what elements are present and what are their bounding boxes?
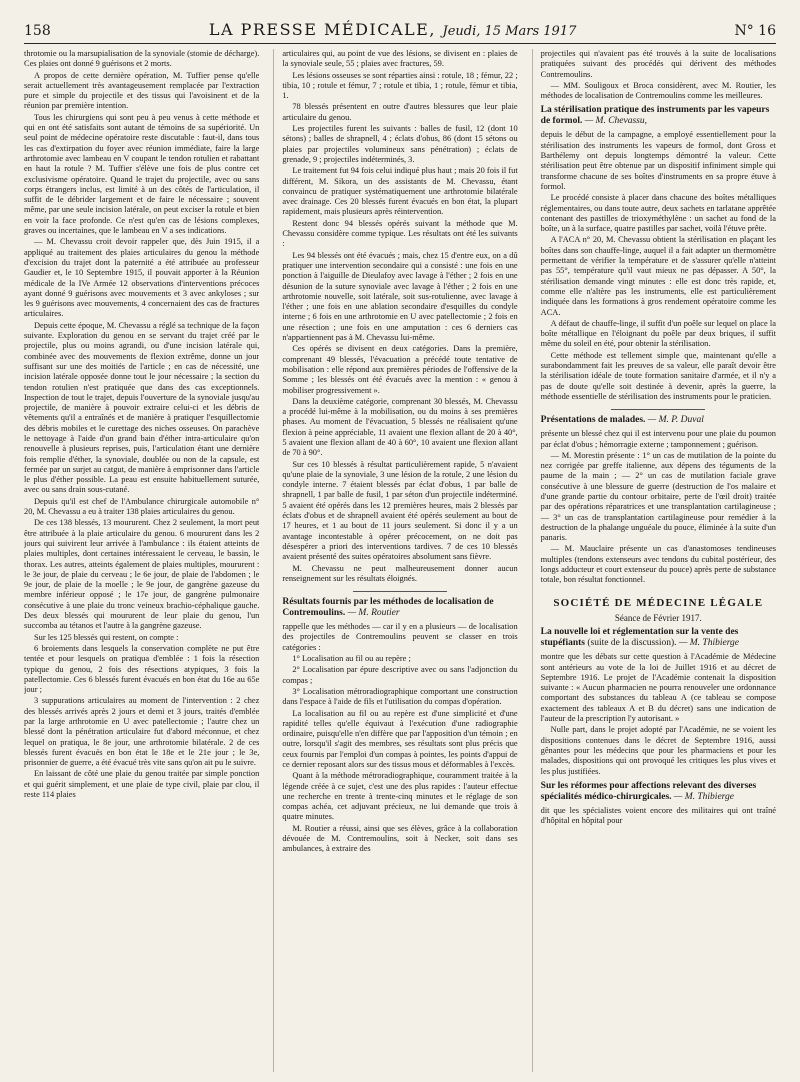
paragraph: présente un blessé chez qui il est intervenu pour une plaie du poumon par éclat d'obus ; hémorragie externe ; tamponnement ; guérison. — [540, 429, 776, 449]
heading-text: Présentations de malades. — [540, 415, 646, 426]
paragraph: Sur les 125 blessés qui restent, on compte : — [34, 632, 179, 642]
paragraph: A l'ACA n° 20, M. Chevassu obtient la stérilisation en plaçant les boîtes dans son chauffe-linge, auquel il a fait adapter un thermomètre permettant de vérifier la température et de s'assurer qu'elle n'atteint pas 55°, température qu'il vaut mieux ne pas dépasser. A 50°, la stérilisation demande vingt minutes : elle est donc très rapide, et, comme elle n'altère pas les instruments, elle est particulièrement indiquée dans les formations à gros rendement opératoire comme les ACA. — [540, 235, 776, 317]
column-3 — [532, 49, 776, 1072]
localisation-paragraphs — [282, 622, 517, 855]
paragraph: throtomie ou la marsupialisation de la synoviale (stomie de décharge). Ces plaies ont donné 9 guérisons et 2 morts. — [24, 49, 260, 69]
heading-author: — M. Chevassu, — [584, 116, 647, 127]
society-title: SOCIÉTÉ DE MÉDECINE LÉGALE — [553, 596, 764, 609]
paragraph: M. Routier a réussi, ainsi que ses élèves, grâce à la collaboration dévouée de M. Contremoulins, soit à Necker, soit dans ses ambulances, à extraire des — [282, 823, 518, 854]
heading-text: Résultats fournis par les méthodes de localisation de Contremoulins. — [282, 597, 494, 619]
session-date: Séance de Février 1917. — [614, 612, 702, 623]
paragraph: Restent donc 94 blessés opérés suivant la méthode que M. Chevassu considère comme typique. Les résultats ont été les suivants : — [282, 218, 518, 249]
paragraph: depuis le début de la campagne, a employé essentiellement pour la stérilisation des instruments les vapeurs de formol, dont Gross et Barthélemy ont depuis longtemps démontré la valeur. Cette stérilisation peut être obtenue par un dispositif infiniment simple qui transforme chacune de ses boîtes d'instruments en sa propre étuve à formol. — [540, 130, 776, 191]
paragraph: A propos de cette dernière opération, M. Tuffier pense qu'elle serait actuellement très avantageusement remplacée par l'extraction pure et simple du projectile et des tissus qui l'avoisinent et de la réunion par première intention. — [24, 70, 260, 111]
paragraph: Dans la deuxième catégorie, comprenant 30 blessés, M. Chevassu a procédé lui-même à la mobilisation, ou du moins à ses premières phases. Au moment de l'évacuation, 5 blessés ne réalisaient qu'une flexion à peine appréciable, 11 avaient une flexion allant de 20 à 40°, 5 avaient une flexion allant de 40 à 60°, 10 avaient une flexion allant de 70 à 90°. — [282, 396, 518, 458]
paragraph: 3 suppurations articulaires au moment de l'intervention : 2 chez des blessés arrivés après 2 jours et demi et 3 jours, traités d'emblée par la large arthrotomie en U avec patellectomie ; l'autre chez un blessé dont la pénétration articulaire fut d'abord méconnue, et chez lequel on pratiqua, le 8e jour, une arthrotomie bilatérale. 2 de ces blessés furent évacués en bon état le 18e et le 21e jour ; le 3e, prisonnier de guerre, a été évacué très vite sans qu'on ait pu le suivre. — [24, 696, 260, 768]
paragraph: montre que les débats sur cette question à l'Académie de Médecine sont antérieurs au vote de la loi de Juillet 1916 et au décret de Septembre 1916. Le projet de l'Académie contenait la disposition suivante : « Aucun pharmacien ne pourra renouveler une ordonnance comportant des substances du tableau A (ce tableau se compose exactement des tableaux A et B du décret) sans une indication de l'auteur de la prescription l'y autorisant. » — [540, 652, 776, 724]
column-3-top-paragraphs — [541, 49, 776, 101]
paragraph: Sur ces 10 blessés à résultat particulièrement rapide, 5 n'avaient qu'une plaie de la synoviale, 3 une lésion de la rotule, 2 une lésion du condyle interne. 7 étaient blessés par éclat d'obus, 1 par balle de shrapnell, 1 par balle de fusil, 1 par séton d'un projectile indéterminé. 5 avaient été opérés dans les 12 premières heures, mais 2 blessés par éclats d'obus et de shrapnell avaient été opérés seulement au bout de 17 heures, et 1 au bout de 11 jours seulement. Si donc il y a un avantage incontestable à opérer précocement, on ne doit pas désespérer a priori des interventions tardives. 7 de ces 10 blessés avaient présenté des suites opératoires absolument sans fièvre. — [282, 459, 518, 562]
paragraph: M. Chevassu ne peut malheureusement donner aucun renseignement sur les résultats éloignés. — [282, 563, 518, 583]
paragraph: Le traitement fut 94 fois celui indiqué plus haut ; mais 20 fois il fut différent, M. Sikora, un des assistants de M. Chevassu, étant convaincu de pratiquer systématiquement une arthrotomie bilatérale avec drainage. Ces 20 blessés furent évacués en bon état, la plupart rapidement, mais plusieurs après réintervention. — [282, 166, 518, 217]
paragraph: 3° Localisation métroradiographique comportant une construction dans l'espace à l'aide de fils et l'utilisation du compas d'opération. — [282, 686, 518, 707]
paragraph: articulaires qui, au point de vue des lésions, se divisent en : plaies de la synoviale seule, 55 ; plaies avec fractures, 59. — [282, 49, 518, 69]
stupefiants-paragraphs — [541, 652, 776, 777]
paragraph: Tous les chirurgiens qui sont peu à peu venus à cette méthode et qui en ont été satisfaits sont autant de témoins de sa supériorité. Un seul point de médecine opératoire reste discutable : faut-il, dans tous les cas d'extirpation du foyer avec réunion immédiate, faire la large arthrotomie avec lambeau en V coupant le tendon rotulien et rabattant en haut la rotule ? M. Tuffier s'élève une fois de plus contre cet exclusivisme opératoire. Quand le trajet du projectile, avec ou sans corps étrangers inclus, est limité à un des côtés de l'articulation, il suffit de le débrider largement et de faire le nécessaire ; souvent même, par une seule incision latérale, on peut exciser la rotule et bien en voir la face profonde. Ce n'est qu'en cas de lésions complexes, graves ou incertaines, que le lambeau en V a ses indications. — [24, 112, 260, 236]
heading-text: La nouvelle loi et réglementation sur la vente des stupéfiants — [540, 627, 739, 649]
presentations-paragraphs — [541, 429, 776, 585]
paragraph: De ces 138 blessés, 13 moururent. Chez 2 seulement, la mort peut être attribuée à la plaie articulaire du genou. 6 moururent dans les 2 jours qui suivirent leur arrivée à l'ambulance : ils étaient atteints de plaies multiples, dont certaines intéressaient le cerveau, le bassin, le thorax. Les autres, atteints également de plaies multiples, moururent : le 3e jour, de plaie du cerveau ; le 6e jour, de plaie de l'abdomen ; le 9e jour, de plaie de la moelle ; le 9e jour, de gangrène gazeuse du membre inférieur opposé ; le 17e jour, de gangrène pulmonaire consécutive à une plaie du tronc veineux brachio-céphalique gauche. Des deux blessés qui moururent de leur plaie du genou, l'un succomba au tétanos et l'autre à la gangrène gazeuse. — [24, 518, 260, 631]
paragraph: Cette méthode est tellement simple que, maintenant qu'elle a surabondamment fait les preuves de sa valeur, elle paraît devoir être la stérilisation idéale de toute formation sanitaire d'armée, et il n'y a pas de doute qu'elle soit destinée à devenir, après la guerre, la méthode essentielle de stérilisation des instruments pour le praticien. — [540, 350, 776, 401]
paragraph: Nulle part, dans le projet adopté par l'Académie, ne se voient les dispositions contenues dans le décret de Septembre 1916, aussi gênantes pour les médecins que pour les pharmaciens et pour les malades, dispositions qui ont provoqué les critiques les plus vives et les plus justifiées. — [540, 725, 776, 776]
paragraph: dit que les spécialistes voient encore des militaires qui ont traîné d'hôpital en hôpital pour — [540, 805, 776, 826]
heading-author: — M. Routier — [347, 608, 400, 619]
paragraph: Le procédé consiste à placer dans chacune des boîtes métalliques réglementaires, ou dans toute autre, deux sachets en tarlatane apprêtée contenant des pastilles de trioxyméthylène : un sachet au fond de la boîte, un à la surface, quatre pastilles par sachet, voilà l'étuve prête. — [540, 193, 776, 234]
paragraph: La localisation au fil ou au repère est d'une simplicité et d'une rapidité telles qu'elle équivaut à l'exécution d'une radiographie ordinaire, puisqu'elle n'en diffère que par l'apposition d'un témoin ; en outre, lorsqu'il s'agit des membres, ses résultats sont plus précis que ceux fournis par l'emploi d'un compas à pointes, les points d'appui de ce dernier reposant alors sur des tissus mous et déformables à l'excès. — [282, 708, 518, 769]
paragraph: Depuis qu'il est chef de l'Ambulance chirurgicale automobile n° 20, M. Chevassu a eu à traiter 138 plaies articulaires du genou. — [24, 496, 260, 517]
issue-date: Jeudi, 15 Mars 1917 — [442, 24, 577, 39]
column-2-paragraphs — [282, 49, 517, 584]
section-heading-stupefiants — [541, 627, 776, 649]
paragraph: 1° Localisation au fil ou au repère ; — [292, 654, 411, 664]
heading-author: — M. Thibierge — [678, 638, 740, 649]
paragraph: 78 blessés présentent en outre d'autres blessures que leur plaie articulaire du genou. — [282, 102, 518, 122]
paragraph: Ces opérés se divisent en deux catégories. Dans la première, comprenant 49 blessés, l'évacuation a précédé toute tentative de mobilisation : elle répond aux premières périodes de l'offensive de la Somme ; les blessés ont été évacués avec la mention : « genou à mobiliser progressivement ». — [282, 344, 518, 395]
header-rule — [24, 43, 776, 44]
journal-title: LA PRESSE MÉDICALE, — [208, 20, 436, 39]
heading-tail: (suite de la discussion). — [587, 638, 677, 649]
heading-text: Sur les réformes pour affections relevant des diverses spécialités médico-chirurgicales. — [540, 780, 757, 802]
paragraph: 2° Localisation par épure descriptive avec ou sans l'adjonction du compas ; — [282, 665, 518, 685]
paragraph: A défaut de chauffe-linge, il suffit d'un poêle sur lequel on place la boîte métallique en l'éloignant du poêle par deux briques, il suffit même du soleil en été, pour obtenir la stérilisation. — [540, 318, 776, 349]
paragraph: projectiles qui n'avaient pas été trouvés à la suite de localisations pratiquées suivant des procédés qui dérivent des méthodes Contremoulins. — [540, 49, 776, 79]
column-1 — [24, 49, 259, 1072]
heading-author: — M. Thibierge — [673, 791, 734, 802]
paragraph: — MM. Souligoux et Broca considèrent, avec M. Routier, les méthodes de localisation de Contremoulins comme les meilleures. — [540, 80, 776, 101]
section-heading-sterilisation — [541, 105, 776, 127]
sterilisation-paragraphs — [541, 130, 776, 402]
issue-number: N° 16 — [734, 23, 776, 39]
running-header — [24, 20, 776, 40]
paragraph: Quant à la méthode métroradiographique, couramment traitée à la légende créée à ce sujet, c'est une des plus rapides : l'auteur effectue une recherche en trente à trente-cinq minutes et le réglage de son compas achéa, cet adjuvant précieux, ne lui demande que trois à quatre minutes. — [282, 771, 518, 822]
paragraph: En laissant de côté une plaie du genou traitée par simple ponction et qui guérit simplement, et une plaie de type civil, plaie par clou, il reste 114 plaies — [24, 769, 260, 800]
section-heading-localisation — [282, 597, 517, 619]
paragraph: — M. Chevassu croit devoir rappeler que, dès Juin 1915, il a appliqué au traitement des plaies articulaires du genou la méthode d'excision du trajet dont la paternité a été attribuée au professeur Gaudier et, le 10 Septembre 1915, il pouvait apporter à la Réunion médicale de la IVe Armée 12 observations d'interventions précoces ayant donné 9 guérisons avec mouvements et 3 avec ankyloses ; sur les 9 guérisons avec mouvements, 4 concernaient des cas de fractures articulaires. — [24, 237, 260, 319]
section-heading-presentations — [541, 415, 776, 426]
paragraph: 6 broiements dans lesquels la conservation complète ne put être tentée et pour lesquels on pratiqua d'emblée : 1 fois la résection typique du genou, 2 fois des résections atypiques, 3 fois la patellectomie. Ces 6 blessés furent évacués en bon état du 16e au 65e jour ; — [24, 643, 260, 695]
heading-author: — M. P. Duval — [647, 415, 704, 426]
paragraph: Les 94 blessés ont été évacués ; mais, chez 15 d'entre eux, on a dû pratiquer une intervention secondaire qui a consisté : une fois en une ponction à l'aiguille de Dieulafoy avec lavage à l'éther ; 2 fois en une désunion de la suture synoviale avec lavage à l'éther ; 2 fois en une arthrotomie nouvelle, soit latérale, soit sus-rotulienne, avec lavage à l'éther ; une fois en une ablation secondaire d'esquilles du condyle interne ; 6 fois en une arthrotomie en U avec patellectomie ; 2 fois en une résection ; une fois en une amputation : ces 6 derniers cas n'appartiennent pas à M. Chevassu lui-même. — [282, 250, 518, 343]
page-number: 158 — [24, 23, 51, 39]
paragraph: Les projectiles furent les suivants : balles de fusil, 12 (dont 10 sétons) ; balles de shrapnell, 4 ; éclats d'obus, 86 (dont 15 sétons ou plaies par projectiles volumineux sans pénétration) ; éclats de grenade, 9 ; projectiles indéterminés, 3. — [282, 124, 518, 164]
section-divider — [611, 409, 705, 410]
paragraph: Depuis cette époque, M. Chevassu a réglé sa technique de la façon suivante. Exploration du genou en se servant du trajet créé par le projectile, plus ou moins agrandi, ou d'une incision latérale qui, combinée avec des mouvements de flexion extrême, donne un jour suffisant sur une des moitiés de l'article ; en cas de nécessité, une incision latérale opposée donne tout le jour nécessaire ; la section du tendon rotulien n'est pratiquée que dans des cas exceptionnels. Inspection de tout le trajet, depuis l'ouverture de la synoviale jusqu'au projectile, de manière à pouvoir extraire celui-ci et les débris de vêtements qu'il a entraînés et de manière à pratiquer l'esquillectomie des débris mobiles et le curettage des niches osseuses. On parachève le nettoyage à l'aide d'un grand bain d'éther intra-articulaire qu'on renouvelle à plusieurs reprises, puis, l'articulation étant une dernière fois remplie d'éther, la synoviale, doublée ou non de la capsule, est fermée par un surjet au catgut, de manière à emprisonner dans l'article le plus d'éther possible. La peau est ensuite habituellement suturée, avec ou sans drain sous-cutané. — [24, 320, 260, 495]
column-2 — [273, 49, 517, 1072]
journal-title-line — [209, 20, 577, 39]
paragraph: — M. Morestin présente : 1° un cas de mutilation de la pointe du nez corrigée par greffe italienne, aux dépens des téguments de la paume de la main ; — 2° un cas de mutilation faciale grave consécutive à une blessure de guerre (destruction de l'os malaire et d'une grande partie du contour orbitaire, perte de l'œil droit) traitée par des opérations réparatrices et une transplantation cartilagineuse ; — 3° un cas de transplantation cartilagineuse pour remédier à la destruction de la phalange unguéale du pouce, éliminée à la suite d'un panaris. — [540, 450, 776, 543]
section-divider — [353, 591, 447, 592]
section-heading-reformes — [541, 781, 776, 803]
paragraph: — M. Mauclaire présente un cas d'anastomoses tendineuses multiples (tendons extenseurs avec tendons du cubital postérieur, des longs adducteur et court extenseur du pouce) après perte de substance totale, bon résultat fonctionnel. — [540, 544, 776, 585]
paragraph: rappelle que les méthodes — car il y en a plusieurs — de localisation des projectiles de Contremoulins peuvent se classer en trois catégories : — [282, 622, 518, 652]
text-columns — [24, 49, 776, 1072]
heading-text: La stérilisation pratique des instruments par les vapeurs de formol. — [540, 105, 770, 127]
paragraph: Les lésions osseuses se sont réparties ainsi : rotule, 18 ; fémur, 22 ; tibia, 10 ; rotule et fémur, 7 ; rotule et tibia, 1 ; rotule, fémur et tibia, 1. — [282, 70, 518, 101]
